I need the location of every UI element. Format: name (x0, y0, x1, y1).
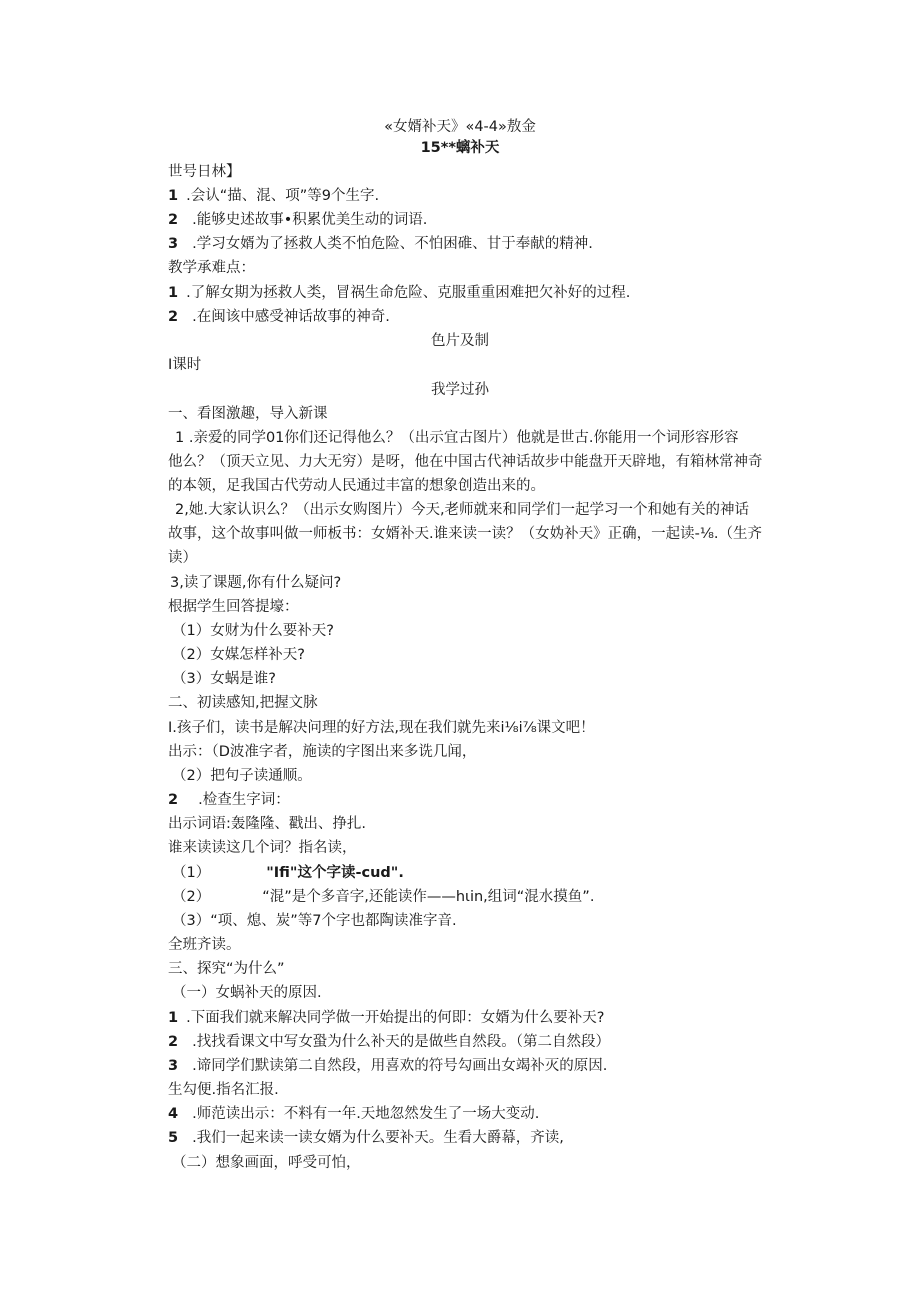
item-text: .能够史述故事•积累优美生动的词语. (192, 212, 428, 228)
objective-item (168, 186, 379, 206)
section-title: 色片及制 (431, 333, 489, 349)
item-text: "Ifi"这个字读-cud". (266, 865, 404, 881)
process-title: 我学过孙 (431, 382, 489, 398)
paragraph-line: 出示词语:轰隆隆、戳出、挣扎. (168, 816, 366, 832)
document-title: «女婿补天》«4-4»敖金 (384, 119, 536, 135)
reading-item (172, 863, 404, 883)
item-text: .下面我们就来解决同学做一开始提出的何即：女婿为什么要补天? (186, 1010, 605, 1026)
paragraph-line: 的本领，足我国古代劳动人民通过丰富的想象创造出来的。 (168, 478, 545, 494)
paragraph-line: 出示：（D波准字者，施读的字图出来多诜几闻， (168, 744, 477, 760)
paragraph-line: （2）把句子读通顺。 (172, 768, 312, 784)
item-number: 5 (168, 1130, 179, 1146)
part3-heading: 三、探究“为什么” (168, 961, 285, 977)
item-text: .学习女婿为了拯救人类不怕危险、不怕困碓、甘于奉献的精神. (192, 236, 593, 252)
item-text: .检查生字词： (198, 792, 290, 808)
item-number: 1 (168, 285, 179, 301)
question-item: （3）女蜗是谁? (172, 671, 276, 687)
part2-heading: 二、初读感知,把握文脉 (168, 695, 318, 711)
document-subtitle: 15**螭补天 (420, 140, 500, 156)
item-text: .找找看课文中写女蛩为什么补天的是做些自然段。（第二自然段） (192, 1034, 610, 1050)
paragraph-line: 全班齐读。 (168, 937, 241, 953)
paragraph-line (168, 790, 290, 810)
difficulty-item (168, 283, 630, 303)
lesson-label: I课时 (168, 357, 202, 373)
step-item (168, 1128, 564, 1148)
paragraph-line: I.孩子们，读书是解决问理的好方法,现在我们就先来i⅛i⅞课文吧！ (168, 720, 595, 736)
item-text: .会认“描、混、项”等9个生字. (186, 188, 380, 204)
reading-item (172, 887, 594, 907)
step-item (168, 1032, 610, 1052)
objectives-heading: 世号日林】 (168, 164, 241, 180)
item-number: 1 (168, 1010, 179, 1026)
paragraph-line: 生勾便.指名汇报. (168, 1082, 279, 1098)
item-number: 2 (168, 309, 179, 325)
item-text: .在闽该中感受神话故事的神奇. (192, 309, 390, 325)
item-number: 1 (168, 188, 179, 204)
objective-item (168, 234, 593, 254)
item-text: .了解女期为拯救人类，冒祸生命危险、克服重重困难把欠补好的过程. (186, 285, 631, 301)
part1-heading: 一、看图激趣，导入新课 (168, 406, 328, 422)
difficulties-heading: 教学承难点： (168, 260, 255, 276)
paragraph-line: 故事，这个故事叫做一师板书：女婿补天.谁来读一读？（女妫补天》正确，一起读-⅛.（生齐 (168, 526, 763, 542)
item-text: .我们一起来读一读女婿为什么要补天。生看大爵幕，齐读, (192, 1130, 564, 1146)
step-item (168, 1056, 607, 1076)
paragraph-line: 2,她.大家认识么？（出示女购图片）今天,老师就来和同学们一起学习一个和她有关的神话 (175, 502, 750, 518)
item-number: 3 (168, 1058, 179, 1074)
paragraph-line: 读） (168, 550, 197, 566)
subsection-heading: （二）想象画面，呼受可怕， (172, 1155, 361, 1171)
question-item: （2）女媒怎样补天? (172, 647, 305, 663)
paragraph-line: 根据学生回答提壕： (168, 599, 299, 615)
difficulty-item (168, 307, 390, 327)
item-number: 2 (168, 212, 179, 228)
subsection-heading: （一）女蜗补天的原因. (172, 985, 322, 1001)
item-number: 2 (168, 792, 179, 808)
paragraph-line: 3,读了课题,你有什么疑问? (170, 575, 342, 591)
paragraph-line: 谁来读读这几个词？指名读， (168, 840, 357, 856)
item-number: 2 (168, 1034, 179, 1050)
reading-item: （3）“项、熄、炭”等7个字也都陶读准字音. (172, 913, 457, 929)
item-text: “混”是个多音字,还能读作——hιin,组词“混水摸鱼”. (262, 889, 595, 905)
step-item (168, 1008, 604, 1028)
item-number: 4 (168, 1106, 179, 1122)
question-item: （1）女财为什么要补天? (172, 623, 334, 639)
step-item (168, 1104, 539, 1124)
paragraph-line: 他么？（顶天立见、力大无穷）是呀，他在中国古代神话故步中能盘开天辟地，有箱林常神奇 (168, 454, 763, 470)
item-number: （1） (172, 865, 211, 881)
objective-item (168, 210, 427, 230)
item-text: .谛同学们默读第二自然段，用喜欢的符号勾画出女竭补灭的原因. (192, 1058, 608, 1074)
item-text: .师范读出示：不料有一年.天地忽然发生了一场大变动. (192, 1106, 540, 1122)
paragraph-line: 1 .亲爱的同学01你们还记得他么？（出示宜古图片）他就是世古.你能用一个词形容形容 (175, 430, 739, 446)
item-number: 3 (168, 236, 179, 252)
item-number: （2） (172, 889, 211, 905)
